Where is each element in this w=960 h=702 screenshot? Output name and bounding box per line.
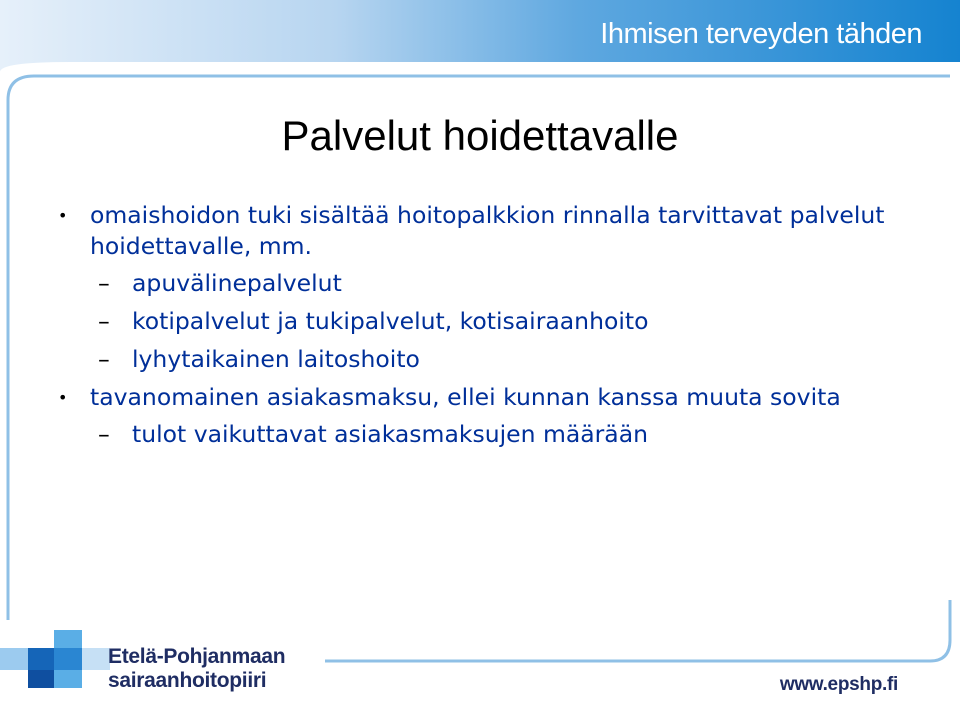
sub-bullet-text: lyhytaikainen laitoshoito bbox=[132, 345, 420, 373]
sub-bullet-text: apuvälinepalvelut bbox=[132, 269, 342, 297]
dash-icon: – bbox=[98, 307, 110, 335]
bullet-icon: • bbox=[58, 206, 68, 225]
organization-name-line1: Etelä-Pohjanmaan bbox=[108, 645, 286, 668]
bullet-item bbox=[58, 382, 898, 413]
bullet-text: omaishoidon tuki sisältää hoitopalkkion rinnalla tarvittavat palvelut hoidettavalle, mm. bbox=[90, 201, 885, 260]
organization-name bbox=[108, 645, 285, 693]
bullet-item bbox=[58, 200, 898, 262]
header-tagline: Ihmisen terveyden tähden bbox=[600, 18, 922, 50]
dash-icon: – bbox=[98, 269, 110, 297]
slide-title: Palvelut hoidettavalle bbox=[281, 112, 679, 159]
bullet-icon: • bbox=[58, 388, 68, 407]
dash-icon: – bbox=[98, 345, 110, 373]
sub-bullet-item bbox=[58, 419, 898, 450]
sub-bullet-text: kotipalvelut ja tukipalvelut, kotisairaanhoito bbox=[132, 307, 649, 335]
sub-bullet-text: tulot vaikuttavat asiakasmaksujen määrään bbox=[132, 420, 648, 448]
bullet-text: tavanomainen asiakasmaksu, ellei kunnan kanssa muuta sovita bbox=[90, 383, 841, 411]
organization-name-line2: sairaanhoitopiiri bbox=[108, 669, 267, 692]
slide-content bbox=[58, 200, 898, 457]
sub-bullet-item bbox=[58, 306, 898, 337]
sub-bullet-item bbox=[58, 268, 898, 299]
sub-bullet-item bbox=[58, 344, 898, 375]
dash-icon: – bbox=[98, 420, 110, 448]
website-url: www.epshp.fi bbox=[779, 674, 898, 695]
organization-logo-icon bbox=[0, 624, 110, 694]
